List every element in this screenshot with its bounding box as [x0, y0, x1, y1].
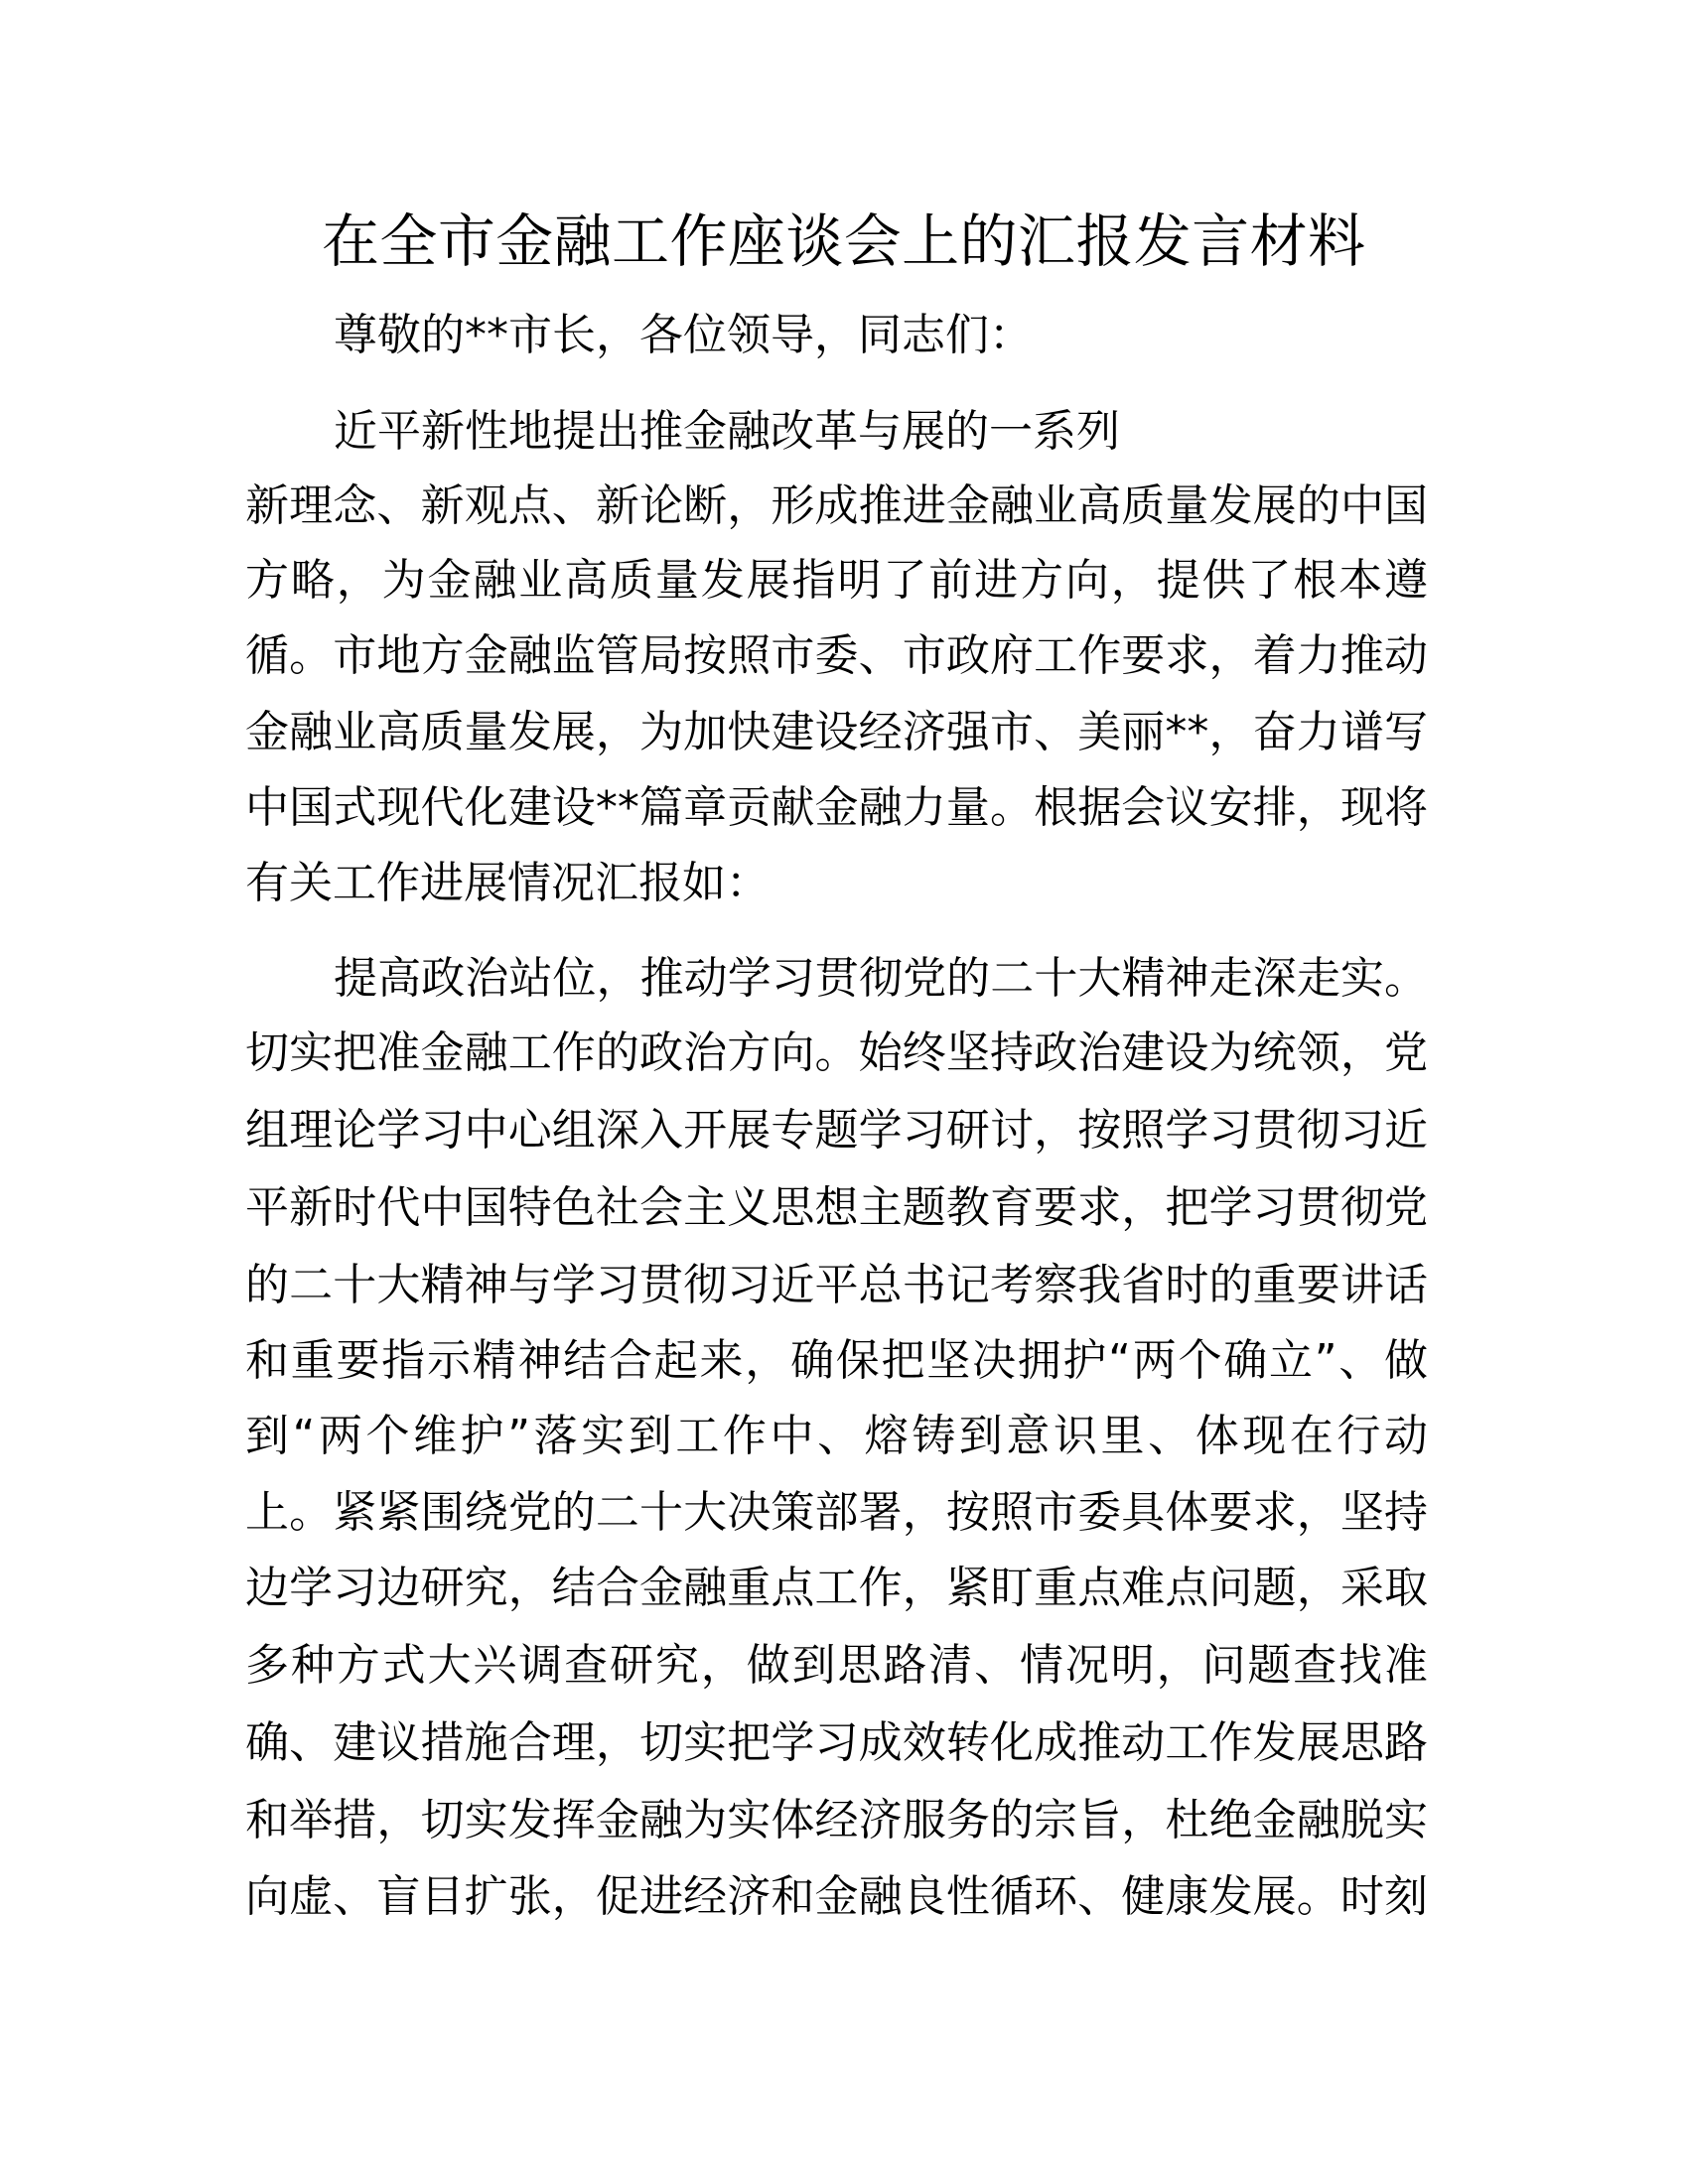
text-line: 确、建议措施合理，切实把学习成效转化成推动工作发展思路 — [245, 1717, 1428, 1768]
text-line: 平新时代中国特色社会主义思想主题教育要求，把学习贯彻党 — [245, 1182, 1428, 1233]
text-line: 向虚、盲目扩张，促进经济和金融良性循环、健康发展。时刻 — [245, 1871, 1428, 1922]
text-line: 金融业高质量发展，为加快建设经济强市、美丽**，奋力谱写 — [245, 707, 1428, 757]
text-line: 到“两个维护”落实到工作中、熔铸到意识里、体现在行动 — [245, 1411, 1428, 1461]
text-line: 组理论学习中心组深入开展专题学习研讨，按照学习贯彻习近 — [245, 1105, 1428, 1156]
greeting: 尊敬的**市长，各位领导，同志们： — [334, 310, 1033, 360]
text-line: 循。市地方金融监管局按照市委、市政府工作要求，着力推动 — [245, 630, 1428, 681]
text-line: 近平新性地提出推金融改革与展的一系列 — [334, 406, 1120, 457]
text-line: 提高政治站位，推动学习贯彻党的二十大精神走深走实。 — [334, 953, 1428, 1004]
text-line: 切实把准金融工作的政治方向。始终坚持政治建设为统领，党 — [245, 1027, 1428, 1078]
text-line: 和举措，切实发挥金融为实体经济服务的宗旨，杜绝金融脱实 — [245, 1795, 1428, 1845]
text-line: 上。紧紧围绕党的二十大决策部署，按照市委具体要求，坚持 — [245, 1487, 1428, 1538]
document-title: 在全市金融工作座谈会上的汇报发言材料 — [322, 207, 1365, 275]
text-line: 边学习边研究，结合金融重点工作，紧盯重点难点问题，采取 — [245, 1563, 1428, 1613]
text-line: 多种方式大兴调查研究，做到思路清、情况明，问题查找准 — [245, 1640, 1428, 1691]
text-line: 和重要指示精神结合起来，确保把坚决拥护“两个确立”、做 — [245, 1335, 1428, 1386]
text-line: 的二十大精神与学习贯彻习近平总书记考察我省时的重要讲话 — [245, 1260, 1428, 1310]
text-line: 有关工作进展情况汇报如： — [245, 858, 770, 908]
text-line: 方略，为金融业高质量发展指明了前进方向，提供了根本遵 — [245, 555, 1428, 606]
text-line: 中国式现代化建设**篇章贡献金融力量。根据会议安排，现将 — [245, 782, 1428, 833]
text-line: 新理念、新观点、新论断，形成推进金融业高质量发展的中国 — [245, 480, 1428, 531]
